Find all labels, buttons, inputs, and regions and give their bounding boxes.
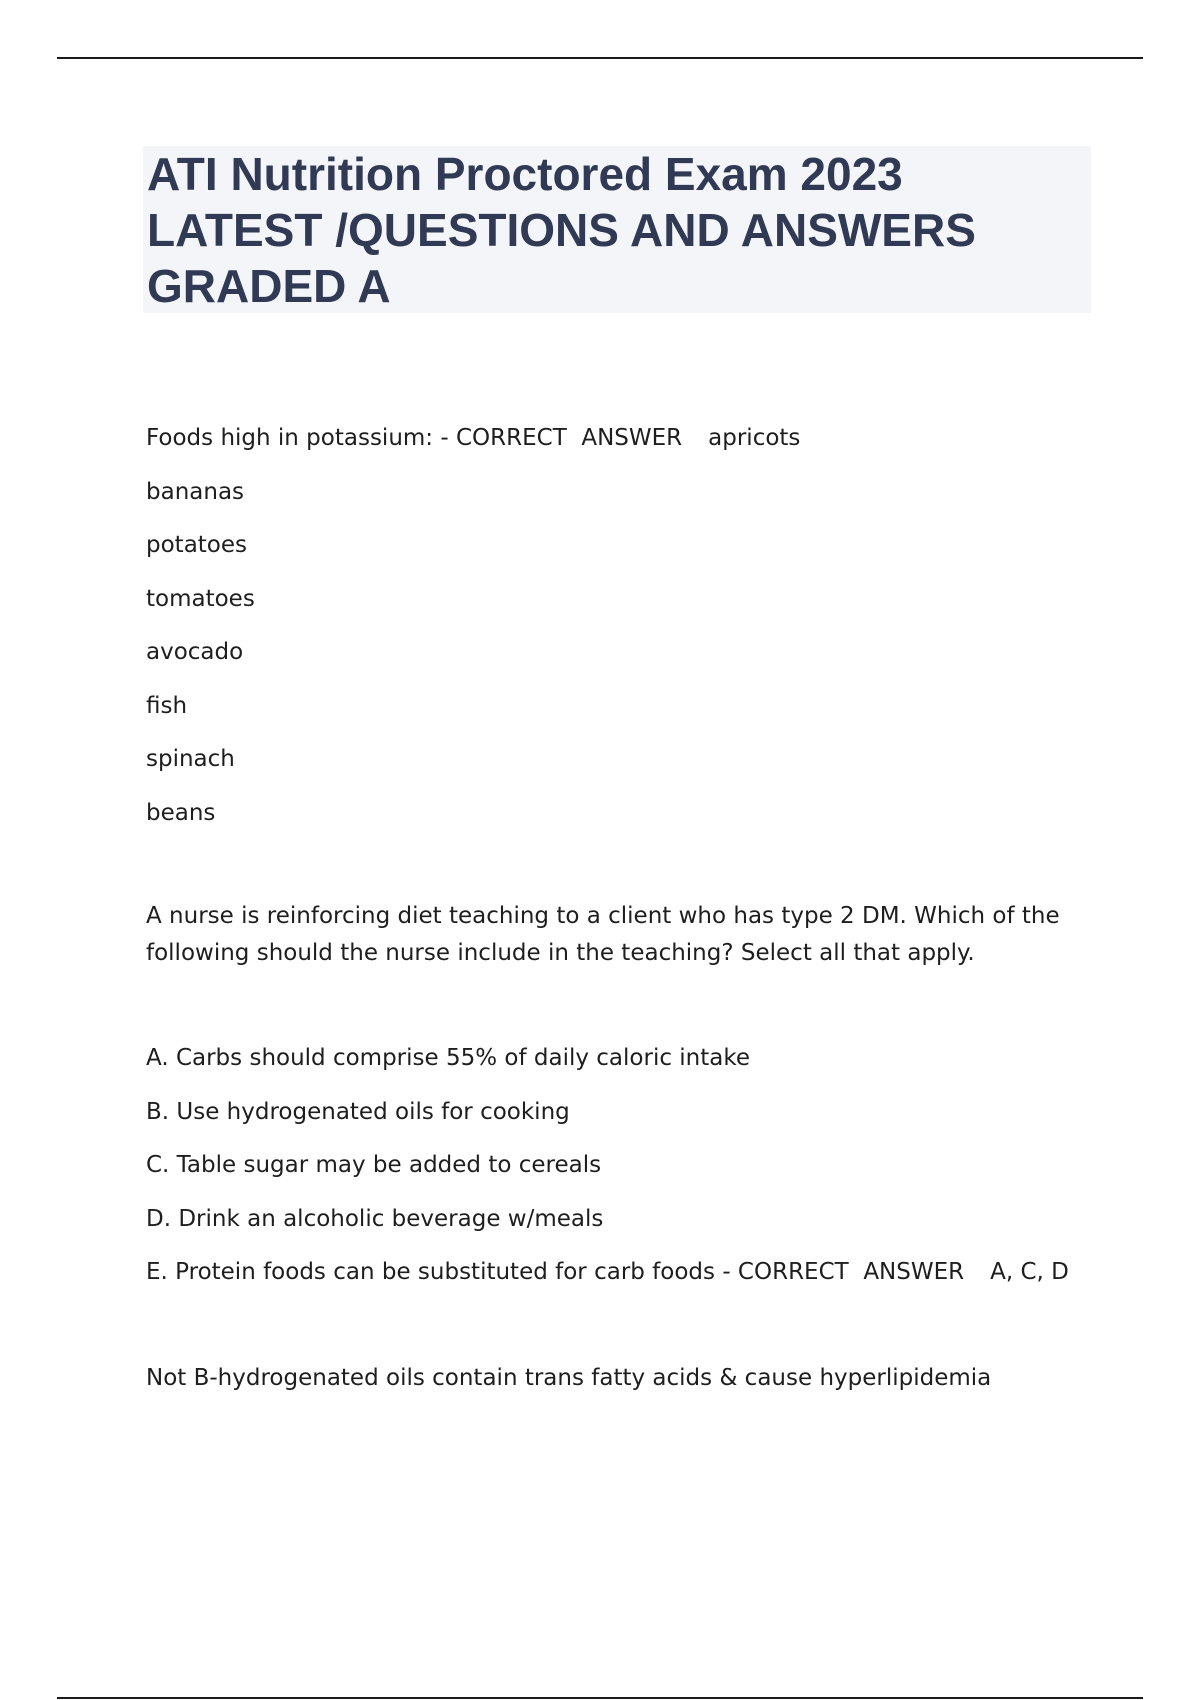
answer-item: apricots <box>708 425 801 451</box>
option-item: C. Table sugar may be added to cereals <box>146 1152 602 1178</box>
correct-answer: A, C, D <box>990 1259 1069 1285</box>
footer-rule <box>57 1697 1143 1699</box>
question-1 <box>146 420 1086 474</box>
answer-item: bananas <box>146 478 245 505</box>
answer-item: potatoes <box>146 532 248 558</box>
document-title: ATI Nutrition Proctored Exam 2023 LATEST /QUESTIONS AND ANSWERS GRADED A <box>147 148 976 312</box>
answer-item: tomatoes <box>146 585 255 612</box>
option-item: A. Carbs should comprise 55% of daily caloric intake <box>146 1045 751 1071</box>
question-2-text: A nurse is reinforcing diet teaching to a client who has type 2 DM. Which of the following should the nurse include in the teaching? Select all that apply. <box>146 903 1060 966</box>
document-body <box>146 420 1086 1413</box>
answer-item: fish <box>146 692 188 719</box>
option-item: D. Drink an alcoholic beverage w/meals <box>146 1205 604 1232</box>
option-item: B. Use hydrogenated oils for cooking <box>146 1098 570 1125</box>
question-1-text: Foods high in potassium: - CORRECT ANSWER <box>146 425 683 451</box>
option-text: E. Protein foods can be substituted for carb foods - CORRECT ANSWER <box>146 1259 965 1285</box>
answer-item: avocado <box>146 639 244 665</box>
answer-item: beans <box>146 799 216 826</box>
option-item-with-answer <box>146 1254 1086 1308</box>
title-banner <box>143 146 1091 313</box>
header-rule <box>57 57 1143 59</box>
answer-item: spinach <box>146 746 235 772</box>
rationale-text: Not B-hydrogenated oils contain trans fatty acids & cause hyperlipidemia <box>146 1364 992 1391</box>
